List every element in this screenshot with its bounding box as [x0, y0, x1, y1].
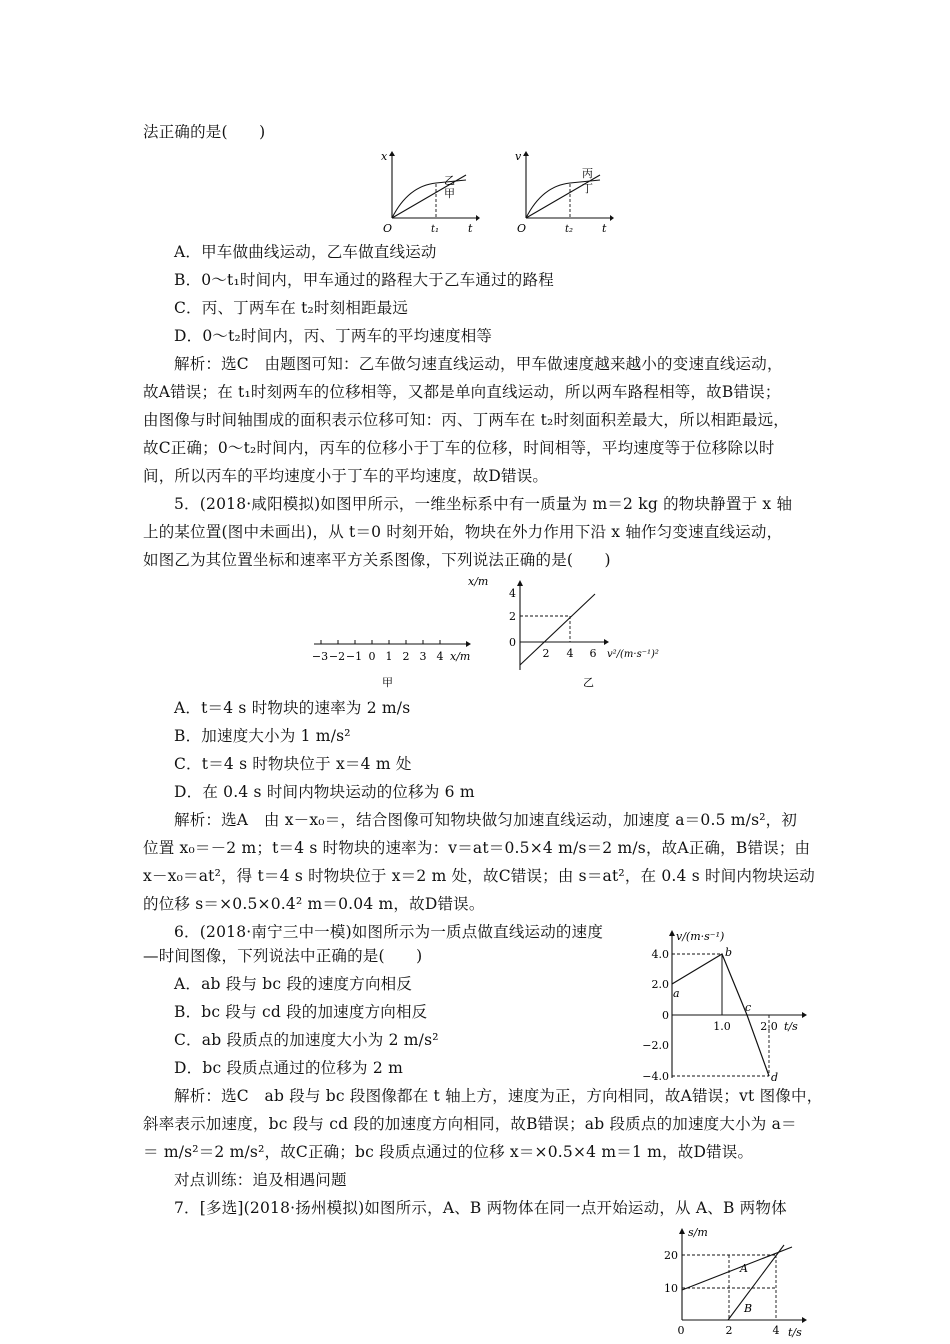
solution-text: 斜率表示加速度，bc 段与 cd 段的加速度方向相同，故B错误；ab 段质点的加速度大小为 a＝ — [143, 1115, 797, 1133]
solution-text: 故C正确；0～t₂时间内，丙车的位移小于丁车的位移，时间相等，平均速度等于位移除以时 — [143, 439, 775, 457]
tick-label: t₂ — [565, 224, 574, 235]
option-a: A．t＝4 s 时物块的速率为 2 m/s — [174, 699, 411, 717]
series-label: 丁 — [582, 182, 593, 195]
tick-label: −2 — [328, 650, 346, 663]
solution-text: 间，所以丙车的平均速度小于丁车的平均速度，故D错误。 — [143, 467, 549, 485]
option-c: C．丙、丁两车在 t₂时刻相距最远 — [174, 299, 409, 317]
origin-label: O — [517, 222, 527, 235]
option-d: D．bc 段质点通过的位移为 2 m — [174, 1059, 403, 1077]
point-label: a — [673, 987, 680, 1000]
tick-label: 2.0 — [651, 978, 669, 991]
tick-label: 0 — [662, 1009, 669, 1022]
tick-label: 4.0 — [651, 948, 669, 961]
y-axis-label: s/m — [688, 1226, 708, 1239]
solution-text: 位置 x₀＝－2 m；t＝4 s 时物块的速率为：v＝at＝0.5×4 m/s＝2 m/s，故A正确，B错误；由 — [143, 839, 811, 857]
figure-x-t-graph — [378, 148, 480, 234]
series-label: 乙 — [444, 174, 455, 187]
tick-label: 4 — [566, 647, 574, 660]
option-d: D．在 0.4 s 时间内物块运动的位移为 6 m — [174, 783, 475, 801]
question-text: 7．[多选](2018·扬州模拟)如图所示，A、B 两物体在同一点开始运动，从 A、B 两物体 — [174, 1199, 787, 1217]
tick-label: 0 — [509, 636, 516, 649]
tick-label: 2 — [542, 647, 550, 660]
question-text: 6．(2018·南宁三中一模)如图所示为一质点做直线运动的速度 — [174, 923, 604, 941]
text-line: 法正确的是( ) — [143, 123, 266, 141]
x-axis-label: t — [602, 222, 607, 235]
point-label: c — [745, 1001, 752, 1014]
tick-label: 4 — [509, 587, 516, 600]
tick-label: 2 — [402, 650, 410, 663]
question-text: 如图乙为其位置坐标和速率平方关系图像，下列说法正确的是( ) — [143, 551, 611, 569]
y-axis-label: x — [381, 150, 388, 163]
tick-label: 2 — [509, 610, 516, 623]
tick-label: 2.0 — [760, 1020, 778, 1033]
solution-text: ＝ m/s²＝2 m/s²，故C正确；bc 段质点通过的位移 x＝×0.5×4 m＝1 m，故D错误。 — [143, 1143, 754, 1161]
figure-v-t-graph — [512, 148, 614, 234]
option-c: C．t＝4 s 时物块位于 x＝4 m 处 — [174, 755, 412, 773]
option-b: B．加速度大小为 1 m/s² — [174, 727, 351, 745]
y-axis-label: x/m — [468, 575, 489, 588]
question-text: —时间图像，下列说法中正确的是( ) — [143, 947, 423, 965]
question-text: 5．(2018·咸阳模拟)如图甲所示，一维坐标系中有一质量为 m＝2 kg 的物块静置于 x 轴 — [174, 495, 793, 513]
point-label: d — [771, 1071, 779, 1084]
line-label: A — [740, 1262, 748, 1275]
x-axis-label: v²/(m·s⁻¹)² — [607, 649, 659, 660]
figure-caption: 甲 — [382, 676, 393, 689]
y-axis-label: v — [515, 150, 522, 163]
solution-text: 解析：选A 由 x－x₀＝，结合图像可知物块做匀加速直线运动，加速度 a＝0.5 m/s²，初 — [174, 811, 798, 829]
tick-label: 6 — [589, 647, 597, 660]
point-label: b — [725, 946, 733, 959]
tick-label: 1.0 — [713, 1020, 731, 1033]
tick-label: 4 — [436, 650, 444, 663]
tick-label: −4.0 — [642, 1070, 669, 1083]
tick-label: 0 — [368, 650, 376, 663]
option-b: B．bc 段与 cd 段的加速度方向相反 — [174, 1003, 428, 1021]
tick-label: −3 — [311, 650, 329, 663]
x-axis-label: t — [468, 222, 473, 235]
figure-number-line — [310, 630, 480, 690]
tick-label: −2.0 — [642, 1039, 669, 1052]
tick-label: 0 — [677, 1324, 685, 1337]
line-label: B — [744, 1302, 753, 1315]
solution-text: 由图像与时间轴围成的面积表示位移可知：丙、丁两车在 t₂时刻面积差最大，所以相距最远， — [143, 411, 789, 429]
figure-v-t-abcd-graph — [642, 926, 814, 1084]
solution-text: 故A错误；在 t₁时刻两车的位移相等，又都是单向直线运动，所以两车路程相等，故B错误； — [143, 383, 781, 401]
x-axis-label: t/s — [784, 1020, 798, 1033]
solution-text: 的位移 s＝×0.5×0.4² m＝0.04 m，故D错误。 — [143, 895, 485, 913]
solution-text: x－x₀＝at²，得 t＝4 s 时物块位于 x＝2 m 处，故C错误；由 s＝at²，在 0.4 s 时间内物块运动 — [143, 867, 815, 885]
series-label: 丙 — [582, 167, 593, 180]
tick-label: 20 — [664, 1249, 678, 1262]
x-axis-label: t/s — [788, 1326, 802, 1339]
series-label: 甲 — [444, 187, 455, 200]
section-heading: 对点训练：追及相遇问题 — [174, 1171, 347, 1189]
solution-text: 解析：选C 由题图可知：乙车做匀速直线运动，甲车做速度越来越小的变速直线运动， — [174, 355, 783, 373]
solution-text: 解析：选C ab 段与 bc 段图像都在 t 轴上方，速度为正，方向相同，故A错误；vt 图像中， — [174, 1087, 823, 1105]
figure-s-t-graph — [656, 1222, 816, 1344]
tick-label: 10 — [664, 1282, 678, 1295]
tick-label: 3 — [419, 650, 427, 663]
option-a: A．甲车做曲线运动，乙车做直线运动 — [174, 243, 437, 261]
tick-label: −1 — [345, 650, 363, 663]
y-axis-label: v/(m·s⁻¹) — [676, 930, 725, 943]
figure-x-v2-graph — [468, 574, 680, 692]
option-c: C．ab 段质点的加速度大小为 2 m/s² — [174, 1031, 439, 1049]
tick-label: 1 — [385, 650, 393, 663]
option-b: B．0～t₁时间内，甲车通过的路程大于乙车通过的路程 — [174, 271, 554, 289]
axis-label: x/m — [450, 650, 471, 663]
question-text: 上的某位置(图中未画出)，从 t＝0 时刻开始，物块在外力作用下沿 x 轴作匀变速直线运动， — [143, 523, 783, 541]
option-d: D．0～t₂时间内，丙、丁两车的平均速度相等 — [174, 327, 493, 345]
tick-label: t₁ — [431, 224, 440, 235]
origin-label: O — [383, 222, 393, 235]
tick-label: 4 — [772, 1324, 780, 1337]
tick-label: 2 — [725, 1324, 733, 1337]
figure-caption: 乙 — [583, 676, 594, 689]
option-a: A．ab 段与 bc 段的速度方向相反 — [174, 975, 413, 993]
